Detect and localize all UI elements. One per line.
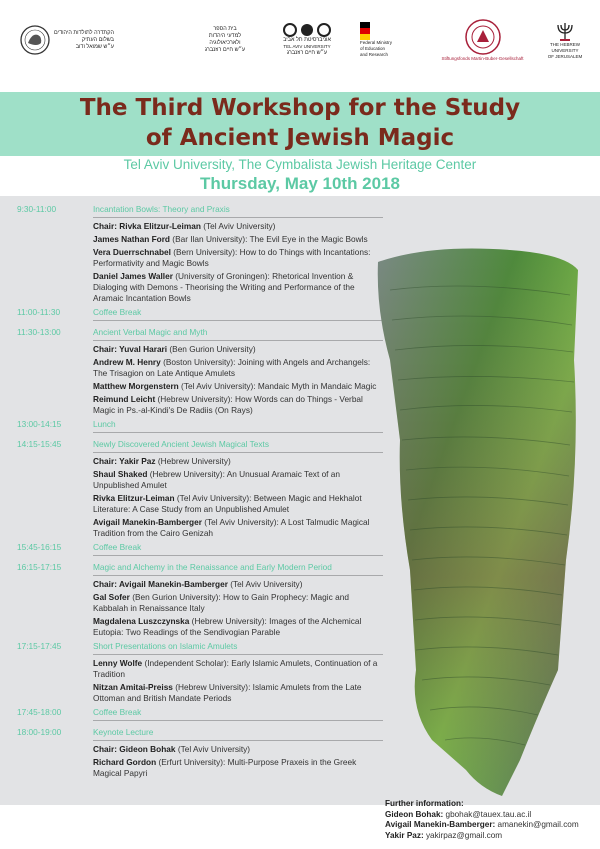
talk-details: (Ben Gurion University): How to Gain Prophecy: Magic and Kabbalah in Renaissance Italy (93, 592, 349, 613)
talk-line (93, 456, 383, 467)
contact-name: Yakir Paz: (385, 830, 424, 840)
talk-details: (Tel Aviv University): A Lost Talmudic Magical Tradition from the Cairo Genizah (93, 517, 370, 538)
session-talks (93, 452, 383, 539)
talk-details: (Hebrew University): Islamic Amulets from the Late Ottoman and British Mandate Periods (93, 682, 362, 703)
speaker-name: Magdalena Luszczynska (93, 616, 190, 626)
talk-line (93, 247, 383, 269)
speaker-name: James Nathan Ford (93, 234, 170, 244)
contact-email[interactable]: yakirpaz@gmail.com (423, 830, 503, 840)
amulet-image (370, 240, 585, 800)
logo6-line: UNIVERSITY (551, 48, 579, 53)
logo6-line: THE HEBREW (549, 42, 580, 47)
contact-email[interactable]: gbohak@tauex.tau.ac.il (443, 809, 532, 819)
speaker-name: Reimund Leicht (93, 394, 156, 404)
talk-details: (Hebrew University): An Unusual Aramaic Text of an Unpublished Amulet (93, 469, 341, 490)
session-talks (93, 320, 383, 324)
talk-details: (Tel Aviv University): Between Magic and Hekhalot Literature: A Case Study from an Unpublished Amulet (93, 493, 362, 514)
speaker-name: Lenny Wolfe (93, 658, 143, 668)
speaker-name: Gal Sofer (93, 592, 130, 602)
talk-line (93, 757, 383, 779)
speaker-name: Chair: Gideon Bohak (93, 744, 176, 754)
contact-line (385, 810, 595, 821)
speaker-name: Matthew Morgenstern (93, 381, 179, 391)
talk-line (93, 616, 383, 638)
bmbf-logo (360, 14, 420, 66)
contact-line (385, 831, 595, 842)
session-time: 16:15-17:15 (17, 562, 62, 572)
speaker-name: Chair: Rivka Elitzur-Leiman (93, 221, 201, 231)
talk-line (93, 592, 383, 614)
info-heading: Further information: (385, 799, 464, 808)
page-title (0, 93, 600, 153)
logo5-line: Stiftungsfonds Martin-Buber-Gesellschaft (441, 56, 524, 61)
talk-line (93, 381, 383, 392)
logo3-line: TEL AVIV UNIVERSITY (283, 44, 331, 49)
talk-details: (Hebrew University): Images of the Alchemical Eutopia: Two Readings of the Sendivogian Parable (93, 616, 362, 637)
contact-line (385, 820, 595, 831)
session-content (93, 641, 383, 707)
speaker-name: Rivka Elitzur-Leiman (93, 493, 175, 503)
session-content (93, 307, 383, 327)
session-time: 17:15-17:45 (17, 641, 62, 651)
session-title: Short Presentations on Islamic Amulets (93, 641, 238, 651)
logo1-line: הקתדרה לתולדות היהודים (54, 29, 114, 36)
talk-details: (Tel Aviv University) (227, 579, 303, 589)
session-title: Ancient Verbal Magic and Myth (93, 327, 208, 337)
session-time: 17:45-18:00 (17, 707, 62, 717)
talk-line (93, 469, 383, 491)
session-content (93, 562, 383, 641)
contact-email[interactable]: amanekin@gmail.com (495, 820, 579, 829)
school-of-jewish-studies-logo (195, 14, 255, 66)
venue-subtitle: Tel Aviv University, The Cymbalista Jewish Heritage Center (123, 157, 477, 172)
session-title: Incantation Bowls: Theory and Praxis (93, 204, 230, 214)
title-line-1: The Third Workshop for the Study (79, 95, 521, 121)
tau-emblem-icon (283, 23, 331, 37)
speaker-name: Chair: Avigail Manekin-Bamberger (93, 579, 228, 589)
talk-details: (Hebrew University) (155, 456, 231, 466)
session-talks (93, 432, 383, 436)
speaker-name: Chair: Yakir Paz (93, 456, 156, 466)
logo1-line: ע״ש שמואל ודוב (75, 43, 114, 50)
speaker-name: Richard Gordon (93, 757, 157, 767)
session-content (93, 204, 383, 307)
session-title: Coffee Break (93, 307, 142, 317)
logo1-line: בשלום העתיק (82, 36, 114, 43)
session-content (93, 542, 383, 562)
logo2-line: ולארכיאולוגיה (209, 40, 241, 46)
talk-details: (Tel Aviv University): Mandaic Myth in Mandaic Magic (178, 381, 377, 391)
logo3-line: אוניברסיטת תל אביב (283, 37, 331, 43)
session-talks (93, 217, 383, 304)
talk-details: (Bar Ilan University): The Evil Eye in the Magic Bowls (170, 234, 368, 244)
talk-line (93, 271, 383, 304)
logo2-line: בית הספר (213, 26, 237, 32)
session-time: 15:45-16:15 (17, 542, 62, 552)
session-title: Magic and Alchemy in the Renaissance and Early Modern Period (93, 562, 332, 572)
title-line-2: of Ancient Jewish Magic (145, 125, 455, 151)
hebrew-university-logo (545, 14, 585, 66)
session-content (93, 439, 383, 542)
logo6-line: OF JERUSALEM (547, 54, 583, 59)
session-talks (93, 555, 383, 559)
logo4-line: Federal Ministry (360, 40, 393, 45)
logo3-line: ע״ש חיים רוזנברג (286, 50, 328, 56)
talk-details: (University of Groningen): Rhetorical Invention & Dialoging with Demons - Theorising the Writing and Performance of the Aramaic Incantation Bowls (93, 271, 355, 303)
logo2-line: ע״ש חיים רוזנברג (204, 47, 246, 53)
talk-details: (Tel Aviv University) (200, 221, 276, 231)
logo4-line: and Research (360, 52, 389, 57)
session-talks (93, 340, 383, 416)
talk-details: (Hebrew University): How Words can do Things - Verbal Magic in Ps.-al-Kindi's De Radiis (On Rays) (93, 394, 363, 415)
session-time: 18:00-19:00 (17, 727, 62, 737)
talk-line (93, 394, 383, 416)
speaker-name: Avigail Manekin-Bamberger (93, 517, 202, 527)
session-title: Newly Discovered Ancient Jewish Magical Texts (93, 439, 269, 449)
session-content (93, 327, 383, 419)
talk-line (93, 234, 383, 245)
speaker-name: Daniel James Waller (93, 271, 173, 281)
session-title: Keynote Lecture (93, 727, 154, 737)
session-content (93, 707, 383, 727)
event-date: Thursday, May 10th 2018 (200, 174, 400, 193)
jewish-history-chair-logo (12, 14, 122, 66)
german-flag-icon (360, 22, 370, 40)
session-time: 11:30-13:00 (17, 327, 61, 337)
speaker-name: Chair: Yuval Harari (93, 344, 168, 354)
session-talks (93, 720, 383, 724)
talk-line (93, 221, 383, 232)
martin-buber-society-logo (440, 14, 525, 66)
session-content (93, 727, 383, 782)
session-title: Coffee Break (93, 542, 142, 552)
session-time: 9:30-11:00 (17, 204, 57, 214)
logo2-line: למדעי היהדות (208, 33, 242, 39)
talk-details: (Boston University): Joining with Angels and Archangels: The Trisagion on Late Antique Amulets (93, 357, 371, 378)
talk-line (93, 493, 383, 515)
talk-line (93, 579, 383, 590)
speaker-name: Andrew M. Henry (93, 357, 161, 367)
buber-society-seal-icon (464, 18, 502, 56)
talk-details: (Tel Aviv University) (175, 744, 251, 754)
session-talks (93, 575, 383, 638)
logo4-line: of Education (360, 46, 386, 51)
lion-seal-icon (20, 23, 50, 57)
talk-line (93, 658, 383, 680)
contact-name: Avigail Manekin-Bamberger: (385, 820, 496, 829)
talk-details: (Bern University): How to do Things with Incantations: Performativity and Magic Bowls (93, 247, 371, 268)
session-title: Coffee Break (93, 707, 142, 717)
tel-aviv-university-logo (272, 14, 342, 66)
talk-details: (Independent Scholar): Early Islamic Amulets, Continuation of a Tradition (93, 658, 378, 679)
speaker-name: Shaul Shaked (93, 469, 148, 479)
menorah-icon (555, 20, 575, 42)
talk-line (93, 357, 383, 379)
session-title: Lunch (93, 419, 116, 429)
session-time: 11:00-11:30 (17, 307, 61, 317)
talk-line (93, 682, 383, 704)
talk-line (93, 344, 383, 355)
session-time: 13:00-14:15 (17, 419, 62, 429)
contact-name: Gideon Bohak: (385, 809, 444, 819)
logo-row (0, 14, 600, 70)
session-content (93, 419, 383, 439)
further-information (385, 799, 595, 841)
speaker-name: Vera Duerrschnabel (93, 247, 171, 257)
session-talks (93, 654, 383, 704)
talk-line (93, 517, 383, 539)
talk-details: (Erfurt University): Multi-Purpose Praxeis in the Greek Magical Papyri (93, 757, 357, 778)
session-time: 14:15-15:45 (17, 439, 62, 449)
speaker-name: Nitzan Amitai-Preiss (93, 682, 173, 692)
talk-details: (Ben Gurion University) (167, 344, 256, 354)
session-talks (93, 740, 383, 779)
talk-line (93, 744, 383, 755)
